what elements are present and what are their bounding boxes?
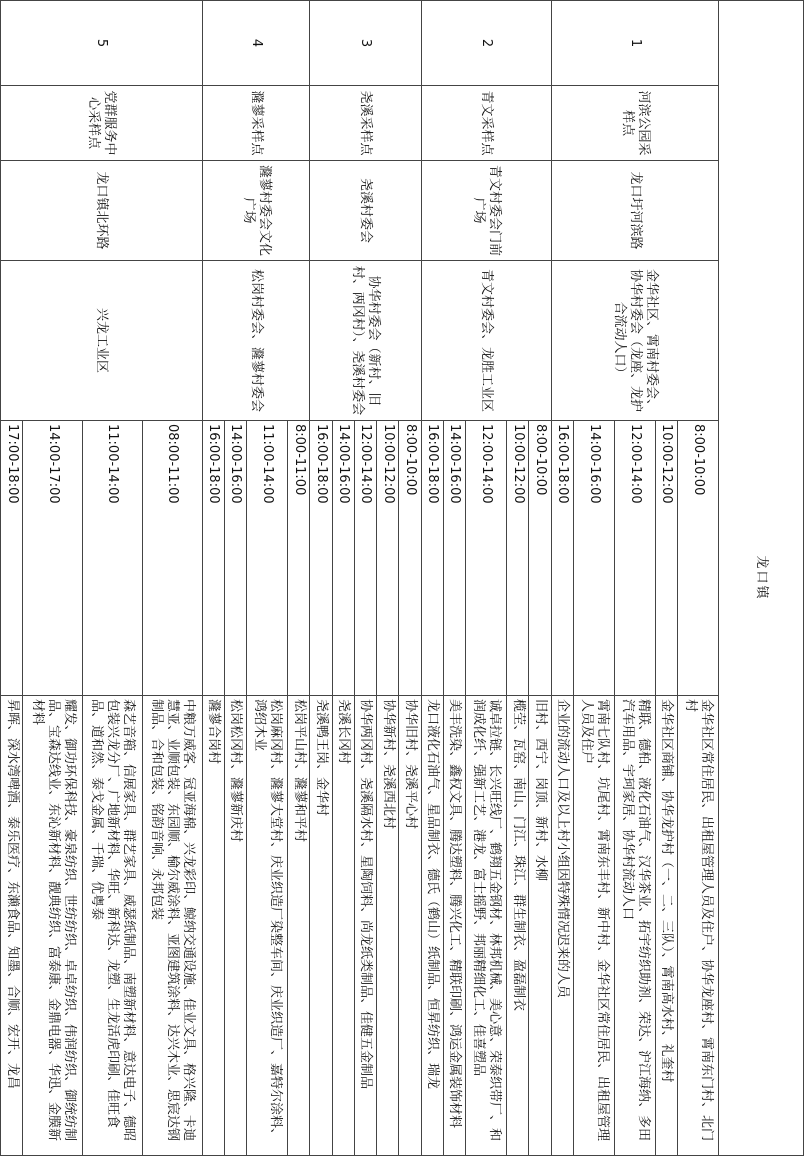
time-slot: 16:00-18:00 — [310, 421, 332, 696]
target-people: 协华两冈村、尧溪隔水村、星陶饲料、尚龙纸类制品、佳健五金制品 — [354, 696, 376, 1156]
time-slot: 12:00-14:00 — [466, 421, 507, 696]
time-slot: 17:00-18:00 — [1, 421, 23, 696]
site-address: 漋蓼村委会文化广场 — [202, 161, 310, 261]
table-row — [399, 1, 421, 1156]
coverage-area: 兴龙工业区 — [1, 261, 203, 421]
table-row — [288, 1, 310, 1156]
coverage-area: 协华村委会（新村、旧村、两冈村）、尧溪村委会 — [310, 261, 421, 421]
time-slot: 8:00-10:00 — [529, 421, 551, 696]
target-people: 龙口液化石油气、星品制衣、德氏（鹤山）纸制品、恒昇纺织、瑞龙 — [421, 696, 443, 1156]
time-slot: 16:00-18:00 — [421, 421, 443, 696]
target-people: 中粮万威客、冠亚海棉、兴龙彩印、鲸纳交通设施、佳业文具、格兴隆、卡迪慧亚、业顺包装、东园顺、榆尔威涂料、亚图建筑涂料、达兴木业、思宸达钢制品、合和包装、铭韵音响、永邦包装 — [142, 696, 202, 1156]
time-slot: 10:00-12:00 — [507, 421, 529, 696]
target-people: 松岗松冈村、漋蓼新庆村 — [224, 696, 246, 1156]
time-slot: 10:00-12:00 — [655, 421, 677, 696]
target-people: 森艺音箱、信展家具、群艺家具、威瑟纸制品、南塑新材料、意达电子、德昭包装兴龙分厂、广地新材料、华旺、新科达、龙塑、生龙活虎印刷、佳旺食品、道和然、泰戈金属、千瑞、优粤泰 — [83, 696, 143, 1156]
time-slot: 8:00-11:00 — [288, 421, 310, 696]
site-name: 漋蓼采样点 — [202, 86, 310, 161]
time-slot: 14:00-16:00 — [573, 421, 614, 696]
target-people: 漋蓼合岗村 — [202, 696, 224, 1156]
table-row — [529, 1, 551, 1156]
site-address: 龙口镇北环路 — [1, 161, 203, 261]
target-people: 美丰洗染、鑫权文具、腾达塑料、腾兴化工、精联印刷、鸿运金属装饰材料 — [443, 696, 465, 1156]
coverage-area: 金华社区、霄南村委会、协华村委会（龙座、龙护合流动人口） — [551, 261, 718, 421]
target-people: 霄南七队村、坑尾村、霄南东丰村、新中村、金华社区常住居民、出租屋管理人员及住户 — [573, 696, 614, 1156]
town-header: 龙口镇 — [719, 1, 804, 1156]
time-slot: 14:00-16:00 — [443, 421, 465, 696]
time-slot: 16:00-18:00 — [551, 421, 573, 696]
row-number: 5 — [1, 1, 203, 86]
target-people: 诚卓拉链、长兴旺线厂、鹤翔五金钢材、林邦机械、美心意、荣泰织带厂、和润成化纤、强新工艺、港龙、富士摇野、邦丽精细化工、佳喜塑品 — [466, 696, 507, 1156]
time-slot: 16:00-18:00 — [202, 421, 224, 696]
time-slot: 12:00-14:00 — [354, 421, 376, 696]
time-slot: 11:00-14:00 — [83, 421, 143, 696]
target-people: 精联、德柏、液化石油气、汉华茶业、拓宇纺织助剂、荣达、沪江海纳、多田汽车用品、宇珂家居、协华村流动人口 — [614, 696, 655, 1156]
time-slot: 08:00-11:00 — [142, 421, 202, 696]
time-slot: 14:00-17:00 — [23, 421, 83, 696]
row-number: 4 — [202, 1, 310, 86]
target-people: 金华社区商铺、协华龙护村（一、二、三队）、霄南高水村、礼奎村 — [655, 696, 677, 1156]
site-address: 青文村委会门前广场 — [421, 161, 551, 261]
coverage-area: 青文村委会、龙胜工业区 — [421, 261, 551, 421]
row-number: 3 — [310, 1, 421, 86]
target-people: 企业的流动人口及以上村小组因特殊情况迟来的人员 — [551, 696, 573, 1156]
site-address: 龙口圩河滨路 — [551, 161, 718, 261]
target-people: 尧溪鸭王岗、金华村 — [310, 696, 332, 1156]
time-slot: 8:00-10:00 — [399, 421, 421, 696]
target-people: 昇晖、深水湾啤酒、泰乐医疗、东濑食品、知墨、合顺、宏开、龙昌 — [1, 696, 23, 1156]
time-slot: 10:00-12:00 — [377, 421, 399, 696]
table-row — [142, 1, 202, 1156]
site-name: 尧溪采样点 — [310, 86, 421, 161]
target-people: 榄茔、瓦窑、南山、门江、珠江、群生制衣、盈磊制衣 — [507, 696, 529, 1156]
target-people: 松岗平山村、漋蓼和平村 — [288, 696, 310, 1156]
time-slot: 12:00-14:00 — [614, 421, 655, 696]
site-name: 河滨公园采样点 — [551, 86, 718, 161]
target-people: 协华新村、尧溪西北村 — [377, 696, 399, 1156]
table-row — [678, 1, 719, 1156]
time-slot: 8:00-10:00 — [678, 421, 719, 696]
row-number: 1 — [551, 1, 718, 86]
time-slot: 14:00-16:00 — [332, 421, 354, 696]
row-number: 2 — [421, 1, 551, 86]
target-people: 协华旧村、尧溪平心村 — [399, 696, 421, 1156]
target-people: 尧溪长冈村 — [332, 696, 354, 1156]
target-people: 耀发、御功环保科技、豪泉纺织、世纺纺织、卓卓纺织、伟润纺织、御统纺制品、宝森达线业、东沁新材料、靓典纺织、富泰康、金鼎电器、华迅、金膜新材料 — [23, 696, 83, 1156]
target-people: 松岗麻冈村、漋蓼大堂村、庆业织造厂染整车间、庆业织造厂、嘉特尔涂料、鸿绍木业 — [247, 696, 288, 1156]
site-address: 尧溪村委会 — [310, 161, 421, 261]
site-name: 党群服务中心采样点 — [1, 86, 203, 161]
time-slot: 14:00-16:00 — [224, 421, 246, 696]
target-people: 金华社区常住居民、出租屋管理人员及住户、协华龙座村、霄南东门村、北门村 — [678, 696, 719, 1156]
coverage-area: 松岗村委会、漋蓼村委会 — [202, 261, 310, 421]
target-people: 旧村、西宁、岗顶、新村、水柳 — [529, 696, 551, 1156]
site-name: 青文采样点 — [421, 86, 551, 161]
time-slot: 11:00-14:00 — [247, 421, 288, 696]
